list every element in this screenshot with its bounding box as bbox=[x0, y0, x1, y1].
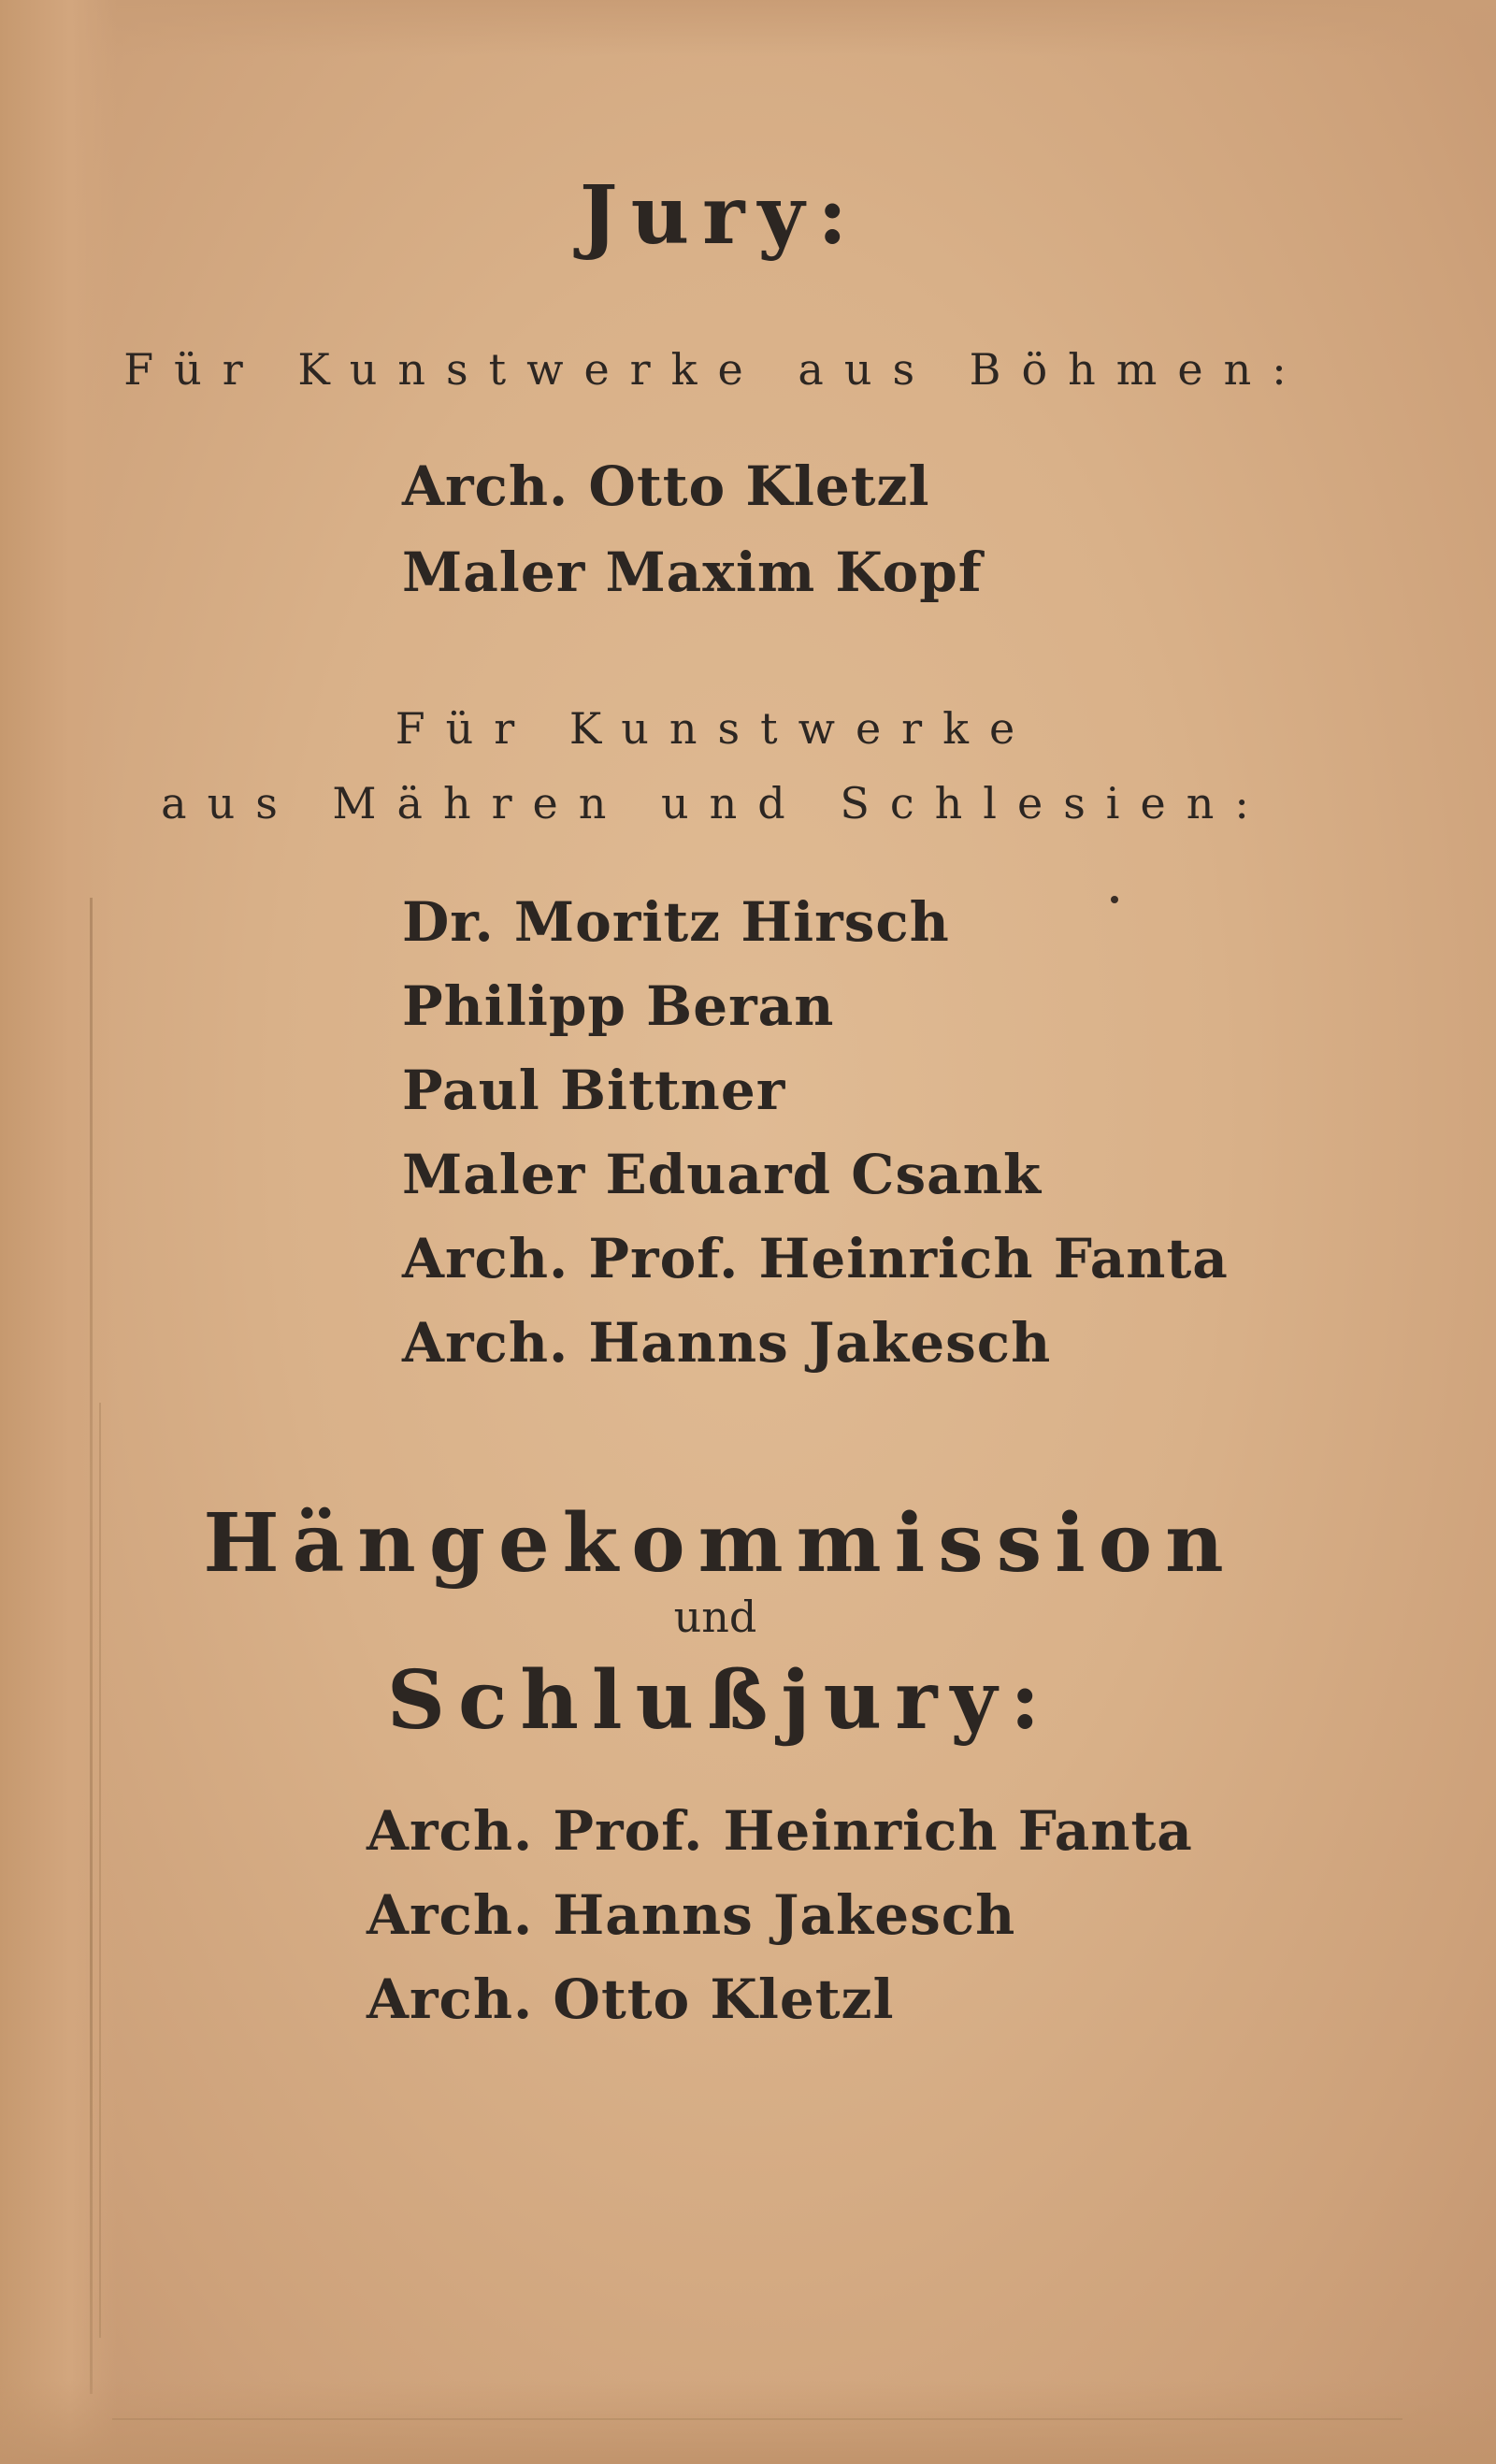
moravia-name: Paul Bittner bbox=[402, 1059, 786, 1122]
moravia-name: Maler Eduard Csank bbox=[402, 1143, 1043, 1206]
jury-heading: Jury: bbox=[579, 168, 861, 263]
bohemia-name: Maler Maxim Kopf bbox=[402, 540, 983, 604]
moravia-heading-line2: aus Mähren und Schlesien: bbox=[161, 778, 1270, 829]
moravia-name: Arch. Hanns Jakesch bbox=[402, 1311, 1052, 1375]
ink-speck bbox=[1111, 896, 1118, 903]
commission-connector: und bbox=[673, 1592, 757, 1642]
moravia-name: Arch. Prof. Heinrich Fanta bbox=[402, 1227, 1229, 1290]
bottom-paper-edge bbox=[0, 2380, 1496, 2464]
commission-name: Arch. Hanns Jakesch bbox=[367, 1883, 1016, 1947]
left-edge-crease bbox=[90, 898, 93, 2394]
torn-top-edge bbox=[0, 0, 1496, 56]
commission-name: Arch. Prof. Heinrich Fanta bbox=[367, 1799, 1193, 1863]
commission-heading: Hängekommission bbox=[203, 1496, 1237, 1591]
commission-name: Arch. Otto Kletzl bbox=[367, 1967, 895, 2031]
final-jury-heading: Schlußjury: bbox=[386, 1653, 1054, 1748]
moravia-heading-line1: Für Kunstwerke bbox=[395, 703, 1036, 754]
moravia-name: Philipp Beran bbox=[402, 974, 835, 1038]
bohemia-name: Arch. Otto Kletzl bbox=[402, 454, 930, 518]
bohemia-heading: Für Kunstwerke aus Böhmen: bbox=[123, 344, 1307, 395]
moravia-name: Dr. Moritz Hirsch bbox=[402, 890, 950, 954]
bottom-edge-crease bbox=[112, 2418, 1402, 2420]
